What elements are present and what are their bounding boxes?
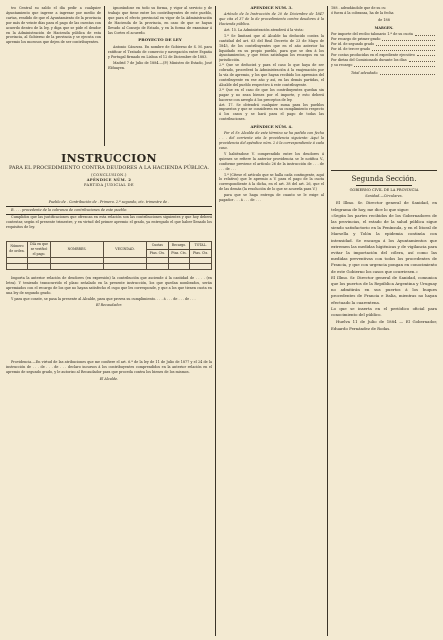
apendice-3-body: 1.º Se limitará que al Alcalde ha deducido contra la cantidad del art. 63 del Real Decreto de 23 de Mayo de 1845, de los contribuyentes que en el año anterior ha liquidado en su propio pueblo, para que se den á los Ayuntamientos, y que éstos satisfagan los recargos en su jurisdicción. 2.º Que se deducirá y para el caso lo que haya de ser cobrado, procederá la Administración á la enajenación por la vía de apremio, y los que hayan recibido los apremios del contribuyente en ese año y así, en las demás partidas, el Alcalde del pueblo respectivo á este contribuyente. 3.º Que en el caso de que los contribuyentes quedan sin pagar y no sean bienes por el importe, y esto deberá hacerse con arreglo á los preceptos de ley. Art. 17. Se obtendrá cualquier suma para los pueblos impuestos y que se consideren en su cumplimiento respecto á los casos y se hará para el pago de todas las contribuciones.	[219, 33, 324, 122]
table-header-row	[7, 242, 212, 250]
apendice-2-title: APÉNDICE NÚM. 2	[86, 177, 132, 182]
ledger-date: de 188	[378, 18, 390, 23]
apendice-4-body: Y habiéndose V. comprendido entre los deudores á quienes se refiere la anterior providencia se le notifica V., conforme previene el artículo 26 de la instrucción de . . . de . . . de . . .	[219, 151, 324, 171]
instruccion-header	[6, 153, 212, 199]
instruccion-title: INSTRUCCION	[61, 152, 157, 165]
section-rule	[331, 170, 437, 171]
partida-judicial: PARTIDA JUDICIAL DE	[84, 182, 134, 187]
column-3	[219, 6, 324, 636]
ledger-label: Por recargo de primer grado	[331, 37, 381, 42]
impuesto-text: Importa la anterior relación de deudores (en expresión) la contribución que asciende á la cantidad de . . . . (en letra). Y teniendo transcurrido el plazo señalado en la presente instrucción, los que quedan nombrados, serán apremiados con el recargo de los que no hayan satisfecho el cupo que les corresponde, y que a los que tienen cuota en una ley de segundo grado.	[6, 276, 212, 295]
ledger-label: Por costas producidas en el expediente ejecutivo	[331, 52, 415, 57]
column-1-text: tro Central su saldo el día pedir a cualquier Ayuntamiento que ingrese a ingresar por medio de cartas, rendido de que el Ayuntamiento de la provincia por más de veinte días para el pago de las cuentas con acuerdo dentro de la ley, y diga que se pide el deudor en la Administración de Hacienda pública de esta provincia, al Gobierno de la provincia y se ejecuta con apremio los morosos que dejen de ser contribuyentes.	[6, 6, 101, 45]
column-4-ledger	[331, 6, 437, 166]
table-header: Cuotas	[147, 242, 169, 250]
column-1-top	[6, 6, 101, 116]
apendice-4-intro: Por el Sr. Alcalde de este término se ha pedido con fecha . . . del corriente año la providencia siguiente: Aquí la providencia del apéndice núm. 2 ó la correspondiente á cada caso.	[219, 131, 324, 150]
divider	[356, 185, 412, 186]
proyecto-text: Antonio Cánovas. En nombre de Gobierno de S. M. para ratificar el Tratado de comercio y navegación entre España y Portugal firmado en Lisboa el 12 de Diciembre de 1883.	[108, 45, 212, 60]
column-2-top	[108, 6, 212, 151]
apendice-3-art15: Art. 15. La Administración atenderá á la vista:	[224, 27, 304, 32]
column-divider	[104, 6, 105, 146]
ledger-label: Por dietas del Comisionado durante los días	[331, 57, 407, 62]
instruccion-subtitle: PARA EL PROCEDIMIENTO CONTRA DEUDORES A LA HACIENDA PÚBLICA.	[8, 165, 210, 171]
el-alcalde: El Alcalde.	[99, 376, 119, 381]
ledger-label: Por importe del recibo talonario 1.º de su cuota	[331, 31, 413, 36]
table-subheader: Ptas. Cts.	[168, 249, 190, 257]
impuesto-text-2: Y para que conste, se pasa la presente al Alcalde, para que provea su cumplimiento. . . . á . . . de . . . de . . .	[11, 296, 196, 301]
table-header: Recargo.	[168, 242, 190, 250]
ledger-row	[331, 11, 437, 16]
relacion-lines	[6, 200, 212, 240]
ledger-label: 188 . adeudándole que de su cu	[331, 6, 386, 10]
column-4-body	[331, 174, 437, 634]
apendice-4-title: APÉNDICE NÚM. 4.	[250, 124, 293, 130]
column-2-text: ignorándose en todo su forma, y vigor al servicio y de trabajo que tiene entre los contribuyentes de este pueblo, que para el efecto provincial en vigor de la Administración de Hacienda de la provincia, en caso de que se hayan llevado al Consejo de Estado, y en la forma de examinar á las Cortes el acuerdo.	[108, 6, 212, 35]
providencia-section	[6, 360, 212, 420]
column-divider	[327, 6, 328, 636]
relacion-line: R. . . . procedente de la cobranza de contribuciones de este pueblo:	[11, 207, 128, 212]
deudores-table	[6, 241, 212, 270]
ledger-row	[331, 63, 437, 68]
table-header: VECINDAD.	[104, 242, 147, 258]
table-subheader: Ptas. Cts.	[190, 249, 212, 257]
ledger-total-row	[331, 71, 437, 76]
ledger-total: Total adeudado.	[351, 71, 379, 76]
sanidad-body: El Illmo. Sr. Director general de Sanidad, en telegrama de hoy, me dice lo que sigue: «Según los partes recibidos de los Gobernadores de las provincias, el estado de la salud pública sigue siendo satisfactorio en la Península, y en el litoral de Marsella y Tolón la epidemia continúa con intensidad. Se encarga á los Ayuntamientos que extremen las medidas higiénicas y de vigilancia para evitar la importación del cólera, así como las medidas preventivas con todos los procedentes de Francia, y que con urgencia pongan en conocimiento de este Gobierno los casos que ocurriesen.» El Illmo. Sr. Director general de Sanidad, comunica que los puertos de la República Argentina y Uruguay no admitirán en sus puertos á los buques procedentes de Francia e Italia, mientras no hayan efectuado la cuarentena. Lo que se inserta en el periódico oficial para conocimiento del público.	[331, 200, 437, 318]
divider	[6, 214, 212, 215]
providencia-text: Providencia.—En virtud de las atribuciones que me confiere el art. 6.º de la ley de 11 de Julio de 1877 y el 24 de la instrucción de . . . de . . . de . . . declaro incursos á los contribuyentes comprendidos en la anterior relación en el apremio de segundo grado, y le autorizo al Recaudador para que proceda contra los bienes de los mismos.	[6, 360, 212, 374]
column-divider	[215, 6, 216, 636]
sanidad-title: Sanidad.—Circulares.	[365, 193, 403, 198]
proyecto-date: Madrid 7 de Julio de 1884.—(P.) Ministro de Estado, José Elduayen.	[108, 61, 212, 71]
ledger-label: Por id. de tercer grado	[331, 47, 371, 52]
apendice-3-title: APÉNDICE NÚM. 3.	[250, 6, 293, 10]
table-header: DIA en que se verificó el pago.	[28, 242, 51, 258]
apendice-4-body-2: 1.º (Cítese el artículo que se halla cada contingente, aquí lo relativo) que le apremio a V. para el pago de la cuota correspondiente á la dicha, en el art. 38 del art. 26, que el de las demás (la resolución de lo que se acuerda para V.)	[219, 172, 324, 192]
divider	[6, 206, 212, 207]
segunda-seccion-title: Segunda Sección.	[351, 174, 417, 183]
table-subheader: Ptas. Cts.	[147, 249, 169, 257]
table-header: Número de orden.	[7, 242, 28, 258]
pueblo-line: Pueblo de . Contribución de . Primero. 2.º segundo, etc. trimestre de .	[48, 200, 170, 204]
deudores-table-wrap	[6, 241, 212, 273]
contribuyentes-text: Cumplidos que las justificaciones que ofrezcan en esta relación son las contribuciones siguientes y que hoy deberá contestar, según el presente trimestre, y en virtud del primer apremio el grado, ya entregado el que haber llenado los requisitos de ley.	[6, 215, 212, 229]
el-recaudador: El Recaudador.	[95, 302, 123, 307]
gobierno-civil: GOBIERNO CIVIL DE LA PROVINCIA	[349, 187, 419, 192]
apendice-3-intro: Artículo de la Instrucción de 20 de Diciembre de 1847 que cita el 37 de la de procedimiento contra deudores á la Hacienda pública.	[219, 12, 324, 26]
ledger-label: y su recargo	[331, 63, 353, 68]
table-row	[7, 263, 212, 269]
table-header: TOTAL.	[190, 242, 212, 250]
sanidad-date: Huelva 11 de Julio de 1884 — El Gobernador, Eduardo Fernández de Rodas.	[331, 319, 437, 331]
conclusion-label: (CONCLUSION.)	[91, 173, 127, 177]
ledger-label: ó fuera á la cobranza, ha de la fecha	[331, 11, 394, 16]
table-header: NOMBRES.	[51, 242, 104, 258]
apendice-4-end: para que se haga entrega de cuanto se le exige al pagador . . . á . . . de . . .	[219, 193, 324, 203]
proyecto-title: PROYECTO DE LEY	[138, 37, 182, 43]
ledger-margen: MARGEN.	[374, 25, 394, 30]
impuesto-section	[6, 276, 212, 358]
ledger-label: Por id. de segundo grado	[331, 42, 375, 47]
